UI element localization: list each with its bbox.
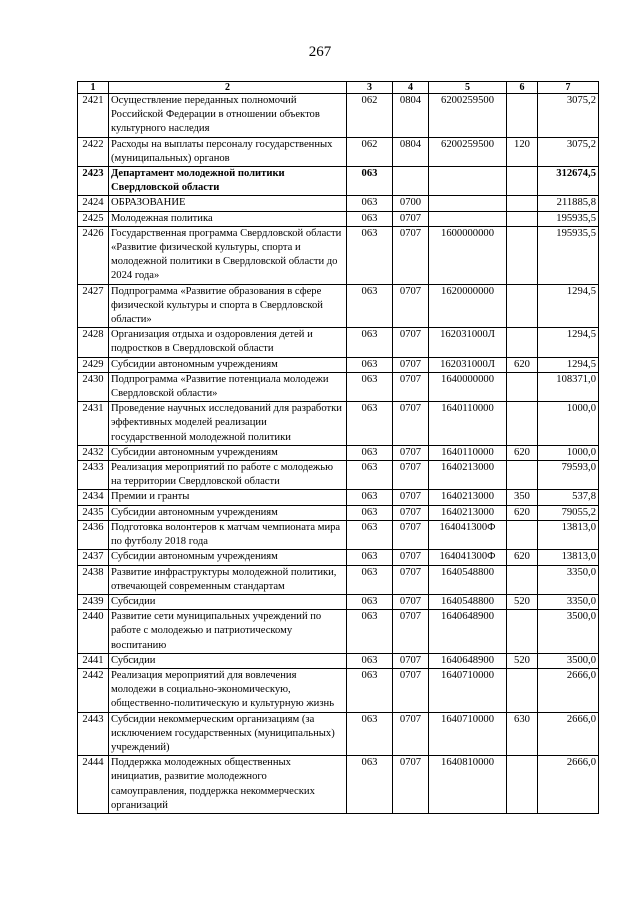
table-body	[78, 94, 599, 814]
row-expense-type: 520	[507, 653, 538, 668]
row-expense-type: 350	[507, 490, 538, 505]
row-section-code: 0707	[393, 284, 429, 328]
row-target-code: 1600000000	[429, 226, 507, 284]
header-row	[78, 82, 599, 94]
row-section-code: 0707	[393, 712, 429, 756]
row-name: Субсидии автономным учреждениям	[109, 357, 347, 372]
row-number: 2437	[78, 550, 109, 565]
row-target-code: 1640213000	[429, 461, 507, 490]
table-row	[78, 211, 599, 226]
row-section-code: 0707	[393, 520, 429, 549]
row-number: 2427	[78, 284, 109, 328]
row-section-code	[393, 167, 429, 196]
budget-table	[77, 81, 599, 814]
table-row	[78, 610, 599, 654]
table-row	[78, 653, 599, 668]
header-col-3: 3	[347, 82, 393, 94]
row-expense-type	[507, 610, 538, 654]
table-header	[78, 82, 599, 94]
row-number: 2436	[78, 520, 109, 549]
row-amount: 2666,0	[538, 756, 599, 814]
row-section-code: 0707	[393, 565, 429, 594]
row-name: Субсидии	[109, 594, 347, 609]
table-row	[78, 461, 599, 490]
row-admin-code: 063	[347, 372, 393, 401]
row-amount: 3500,0	[538, 653, 599, 668]
row-target-code: 1640110000	[429, 445, 507, 460]
row-admin-code: 063	[347, 211, 393, 226]
row-amount: 3075,2	[538, 94, 599, 138]
row-target-code: 1640000000	[429, 372, 507, 401]
row-admin-code: 063	[347, 357, 393, 372]
row-number: 2430	[78, 372, 109, 401]
row-name: Реализация мероприятий по работе с молодежью на территории Свердловской области	[109, 461, 347, 490]
row-target-code: 1640710000	[429, 712, 507, 756]
row-section-code: 0707	[393, 445, 429, 460]
page-number: 267	[308, 44, 332, 60]
table-row	[78, 505, 599, 520]
row-target-code	[429, 167, 507, 196]
row-name: Организация отдыха и оздоровления детей и подростков в Свердловской области	[109, 328, 347, 357]
header-col-5: 5	[429, 82, 507, 94]
table-row	[78, 668, 599, 712]
row-amount: 1294,5	[538, 284, 599, 328]
row-amount: 108371,0	[538, 372, 599, 401]
row-number: 2439	[78, 594, 109, 609]
row-expense-type	[507, 284, 538, 328]
header-col-7: 7	[538, 82, 599, 94]
row-admin-code: 063	[347, 565, 393, 594]
table-row	[78, 372, 599, 401]
table-row	[78, 284, 599, 328]
row-target-code: 1640548800	[429, 594, 507, 609]
row-section-code: 0707	[393, 461, 429, 490]
table-row	[78, 226, 599, 284]
row-expense-type	[507, 328, 538, 357]
row-number: 2433	[78, 461, 109, 490]
row-amount: 79055,2	[538, 505, 599, 520]
row-admin-code: 063	[347, 520, 393, 549]
row-amount: 1294,5	[538, 328, 599, 357]
table-row	[78, 196, 599, 211]
row-number: 2422	[78, 137, 109, 166]
row-name: Развитие инфраструктуры молодежной политики, отвечающей современным стандартам	[109, 565, 347, 594]
row-section-code: 0707	[393, 653, 429, 668]
row-name: Поддержка молодежных общественных инициатив, развитие молодежного самоуправления, поддержка некоммерческих организаций	[109, 756, 347, 814]
row-target-code: 1640110000	[429, 402, 507, 446]
row-admin-code: 063	[347, 226, 393, 284]
row-section-code: 0707	[393, 668, 429, 712]
row-name: Субсидии автономным учреждениям	[109, 550, 347, 565]
row-expense-type	[507, 520, 538, 549]
row-number: 2431	[78, 402, 109, 446]
row-amount: 1294,5	[538, 357, 599, 372]
table-row	[78, 520, 599, 549]
row-amount: 3075,2	[538, 137, 599, 166]
header-col-4: 4	[393, 82, 429, 94]
row-expense-type	[507, 167, 538, 196]
row-expense-type	[507, 372, 538, 401]
row-admin-code: 063	[347, 550, 393, 565]
row-name: Подпрограмма «Развитие потенциала молодежи Свердловской области»	[109, 372, 347, 401]
table-row	[78, 402, 599, 446]
row-amount: 3350,0	[538, 594, 599, 609]
row-admin-code: 063	[347, 756, 393, 814]
row-target-code: 1640810000	[429, 756, 507, 814]
row-target-code: 1640548800	[429, 565, 507, 594]
row-number: 2423	[78, 167, 109, 196]
row-name: Государственная программа Свердловской области «Развитие физической культуры, спорта и молодежной политики в Свердловской области до 2024 года»	[109, 226, 347, 284]
row-section-code: 0707	[393, 594, 429, 609]
header-col-2: 2	[109, 82, 347, 94]
table-row	[78, 594, 599, 609]
row-section-code: 0707	[393, 357, 429, 372]
row-number: 2442	[78, 668, 109, 712]
row-target-code: 164041300Ф	[429, 520, 507, 549]
row-name: Подпрограмма «Развитие образования в сфере физической культуры и спорта в Свердловской области»	[109, 284, 347, 328]
row-section-code: 0707	[393, 490, 429, 505]
row-amount: 13813,0	[538, 550, 599, 565]
row-admin-code: 063	[347, 505, 393, 520]
table-row	[78, 167, 599, 196]
table-row	[78, 712, 599, 756]
row-section-code: 0700	[393, 196, 429, 211]
row-number: 2438	[78, 565, 109, 594]
row-name: Подготовка волонтеров к матчам чемпионата мира по футболу 2018 года	[109, 520, 347, 549]
table-row	[78, 94, 599, 138]
row-expense-type	[507, 402, 538, 446]
row-admin-code: 062	[347, 94, 393, 138]
row-admin-code: 063	[347, 712, 393, 756]
row-expense-type: 620	[507, 550, 538, 565]
row-amount: 211885,8	[538, 196, 599, 211]
row-target-code	[429, 211, 507, 226]
row-amount: 79593,0	[538, 461, 599, 490]
row-target-code: 1640213000	[429, 505, 507, 520]
row-number: 2425	[78, 211, 109, 226]
row-amount: 13813,0	[538, 520, 599, 549]
table-row	[78, 328, 599, 357]
row-amount: 195935,5	[538, 211, 599, 226]
row-name: Субсидии автономным учреждениям	[109, 445, 347, 460]
row-name: Премии и гранты	[109, 490, 347, 505]
row-number: 2444	[78, 756, 109, 814]
row-admin-code: 063	[347, 196, 393, 211]
row-expense-type: 630	[507, 712, 538, 756]
row-section-code: 0707	[393, 505, 429, 520]
row-name: Расходы на выплаты персоналу государственных (муниципальных) органов	[109, 137, 347, 166]
header-col-6: 6	[507, 82, 538, 94]
row-target-code: 1640648900	[429, 653, 507, 668]
row-target-code: 164041300Ф	[429, 550, 507, 565]
row-name: Реализация мероприятий для вовлечения молодежи в социально-экономическую, общественно-политическую и культурную жизнь	[109, 668, 347, 712]
row-expense-type	[507, 94, 538, 138]
table-row	[78, 445, 599, 460]
row-name: Субсидии автономным учреждениям	[109, 505, 347, 520]
row-amount: 1000,0	[538, 402, 599, 446]
row-expense-type	[507, 668, 538, 712]
row-target-code: 1640213000	[429, 490, 507, 505]
row-amount: 3500,0	[538, 610, 599, 654]
table-row	[78, 137, 599, 166]
header-col-1: 1	[78, 82, 109, 94]
row-expense-type	[507, 461, 538, 490]
row-section-code: 0707	[393, 372, 429, 401]
row-target-code: 1640648900	[429, 610, 507, 654]
row-number: 2428	[78, 328, 109, 357]
row-name: Молодежная политика	[109, 211, 347, 226]
row-number: 2435	[78, 505, 109, 520]
row-target-code: 6200259500	[429, 94, 507, 138]
row-admin-code: 063	[347, 461, 393, 490]
row-amount: 195935,5	[538, 226, 599, 284]
row-expense-type	[507, 226, 538, 284]
row-number: 2432	[78, 445, 109, 460]
row-amount: 2666,0	[538, 712, 599, 756]
row-number: 2434	[78, 490, 109, 505]
row-target-code: 6200259500	[429, 137, 507, 166]
row-number: 2424	[78, 196, 109, 211]
row-expense-type: 620	[507, 357, 538, 372]
row-section-code: 0707	[393, 610, 429, 654]
row-name: Департамент молодежной политики Свердловской области	[109, 167, 347, 196]
row-admin-code: 063	[347, 402, 393, 446]
row-section-code: 0707	[393, 211, 429, 226]
table-row	[78, 357, 599, 372]
row-expense-type: 620	[507, 505, 538, 520]
row-name: Осуществление переданных полномочий Российской Федерации в отношении объектов культурного наследия	[109, 94, 347, 138]
row-name: ОБРАЗОВАНИЕ	[109, 196, 347, 211]
row-name: Проведение научных исследований для разработки эффективных моделей реализации государственной молодежной политики	[109, 402, 347, 446]
row-expense-type	[507, 196, 538, 211]
row-target-code: 1620000000	[429, 284, 507, 328]
row-admin-code: 063	[347, 284, 393, 328]
row-section-code: 0707	[393, 402, 429, 446]
row-admin-code: 063	[347, 594, 393, 609]
row-section-code: 0804	[393, 94, 429, 138]
row-admin-code: 063	[347, 490, 393, 505]
row-target-code: 162031000Л	[429, 328, 507, 357]
row-expense-type	[507, 211, 538, 226]
row-admin-code: 063	[347, 653, 393, 668]
row-amount: 1000,0	[538, 445, 599, 460]
row-section-code: 0804	[393, 137, 429, 166]
table-row	[78, 490, 599, 505]
row-admin-code: 063	[347, 610, 393, 654]
table-row	[78, 756, 599, 814]
row-target-code: 162031000Л	[429, 357, 507, 372]
table-row	[78, 565, 599, 594]
row-section-code: 0707	[393, 328, 429, 357]
row-number: 2440	[78, 610, 109, 654]
row-amount: 537,8	[538, 490, 599, 505]
row-amount: 2666,0	[538, 668, 599, 712]
row-admin-code: 062	[347, 137, 393, 166]
row-number: 2429	[78, 357, 109, 372]
row-expense-type: 120	[507, 137, 538, 166]
row-amount: 3350,0	[538, 565, 599, 594]
row-admin-code: 063	[347, 167, 393, 196]
row-number: 2441	[78, 653, 109, 668]
table-row	[78, 550, 599, 565]
row-name: Субсидии некоммерческим организациям (за исключением государственных (муниципальных) учреждений)	[109, 712, 347, 756]
row-number: 2426	[78, 226, 109, 284]
row-section-code: 0707	[393, 756, 429, 814]
row-number: 2443	[78, 712, 109, 756]
row-admin-code: 063	[347, 668, 393, 712]
row-name: Развитие сети муниципальных учреждений по работе с молодежью и патриотическому воспитанию	[109, 610, 347, 654]
row-number: 2421	[78, 94, 109, 138]
row-expense-type	[507, 565, 538, 594]
row-name: Субсидии	[109, 653, 347, 668]
row-section-code: 0707	[393, 226, 429, 284]
row-target-code: 1640710000	[429, 668, 507, 712]
row-expense-type: 520	[507, 594, 538, 609]
row-admin-code: 063	[347, 445, 393, 460]
row-section-code: 0707	[393, 550, 429, 565]
row-expense-type: 620	[507, 445, 538, 460]
row-amount: 312674,5	[538, 167, 599, 196]
row-expense-type	[507, 756, 538, 814]
row-target-code	[429, 196, 507, 211]
row-admin-code: 063	[347, 328, 393, 357]
